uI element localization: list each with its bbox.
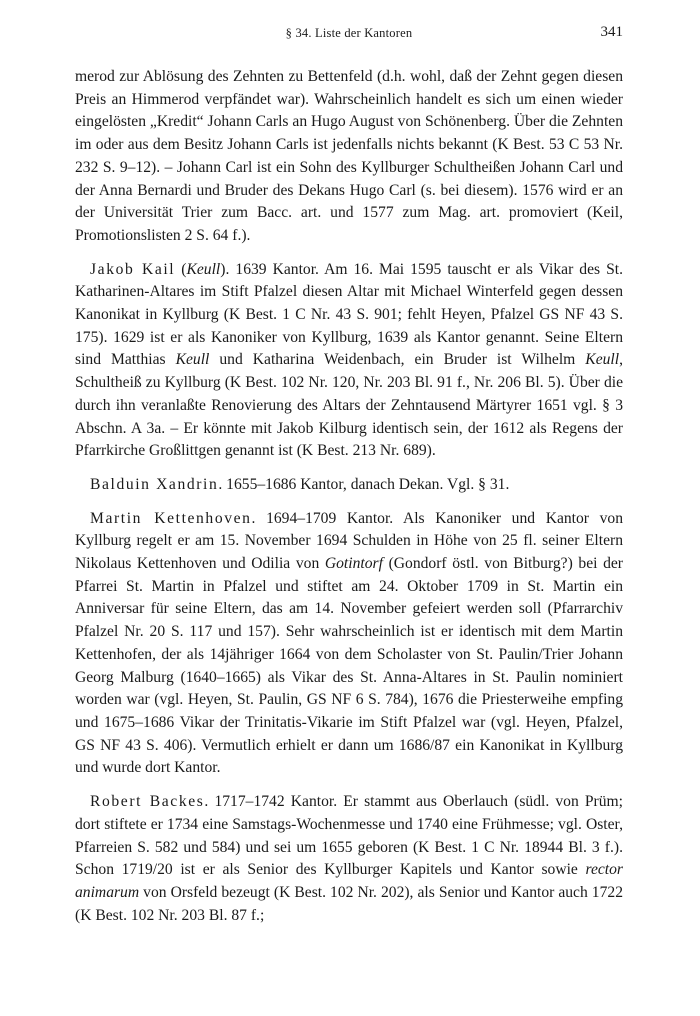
page-body: [75, 66, 623, 927]
person-name: Balduin Xandrin: [90, 475, 219, 493]
continuation-paragraph: merod zur Ablösung des Zehnten zu Bettenfeld (d.h. wohl, daß der Zehnt gegen diesen Preis an Himmerod verpfändet war). Wahrscheinlich handelt es sich um einen wieder eingelösten „Kredit“ Johann Carls an Hugo August von Schönenberg. Über die Zehnten im oder aus dem Besitz Johann Carls ist jedenfalls nichts bekannt (K Best. 53 C 53 Nr. 232 S. 9–12). – Johann Carl ist ein Sohn des Kyllburger Schultheißen Johann Carl und der Anna Bernardi und Bruder des Dekans Hugo Carl (s. bei diesem). 1576 wird er an der Universität Trier zum Bacc. art. und 1577 zum Mag. art. promoviert (Keil, Promotionslisten 2 S. 64 f.).: [75, 68, 623, 244]
person-name: Jakob Kail: [90, 260, 176, 278]
running-head: § 34. Liste der Kantoren: [285, 26, 413, 40]
person-name: Robert Backes: [90, 793, 205, 811]
page-header: [75, 26, 623, 46]
entry-paragraph: Martin Kettenhoven. 1694–1709 Kantor. Als Kanoniker und Kantor von Kyllburg regelt er am 15. November 1694 Schulden in Höhe von 25 fl. seiner Eltern Nikolaus Kettenhoven und Odilia von Gotintorf (Gondorf östl. von Bitburg?) bei der Pfarrei St. Martin in Pfalzel und stiftet am 24. Oktober 1709 in St. Martin ein Anniversar für seine Eltern, das am 14. November gefeiert werden soll (Pfarrarchiv Pfalzel Nr. 20 S. 117 und 157). Sehr wahrscheinlich ist er identisch mit dem Martin Kettenhofen, der als 14jähriger 1664 von dem Scholaster von St. Paulin/Trier Johann Georg Malburg (1640–1665) als Vikar des St. Anna-Altares in St. Paulin nominiert worden war (vgl. Heyen, St. Paulin, GS NF 6 S. 784), 1676 die Priesterweihe empfing und 1675–1686 Vikar der Trinitatis-Vikarie im Stift Pfalzel war (vgl. Heyen, Pfalzel, GS NF 43 S. 406). Vermutlich erhielt er dann um 1686/87 ein Kanonikat in Kyllburg und wurde dort Kantor.: [75, 509, 624, 777]
entry-paragraph: Robert Backes. 1717–1742 Kantor. Er stammt aus Oberlauch (südl. von Prüm; dort stiftete er 1734 eine Samstags-Wochenmesse und 1740 eine Frühmesse; vgl. Oster, Pfarreien S. 582 und 584) und sei um 1655 geboren (K Best. 1 C Nr. 18944 Bl. 3 f.). Schon 1719/20 ist er als Senior des Kyllburger Kapitels und Kantor sowie rector animarum von Orsfeld bezeugt (K Best. 102 Nr. 202), als Senior und Kantor auch 1722 (K Best. 102 Nr. 203 Bl. 87 f.;: [75, 793, 623, 924]
entry-paragraph: Jakob Kail (Keull). 1639 Kantor. Am 16. Mai 1595 tauscht er als Vikar des St. Katharinen-Altares im Stift Pfalzel diesen Altar mit Michael Winterfeld gegen dessen Kanonikat in Kyllburg (K Best. 1 C Nr. 43 S. 901; fehlt Heyen, Pfalzel GS NF 43 S. 175). 1629 ist er als Kanoniker von Kyllburg, 1639 als Kantor genannt. Seine Eltern sind Matthias Keull und Katharina Weidenbach, ein Bruder ist Wilhelm Keull, Schultheiß zu Kyllburg (K Best. 102 Nr. 120, Nr. 203 Bl. 91 f., Nr. 206 Bl. 5). Über die durch ihn veranlaßte Renovierung des Altars der Zehntausend Märtyrer 1651 vgl. § 3 Abschn. A 3a. – Er könnte mit Jakob Kilburg identisch sein, der 1612 als Regens der Pfarrkirche Großlittgen genannt ist (K Best. 213 Nr. 689).: [75, 260, 623, 460]
page-number: 341: [600, 24, 623, 40]
person-name: Martin Kettenhoven: [90, 509, 252, 527]
entry-paragraph: Balduin Xandrin. 1655–1686 Kantor, danach Dekan. Vgl. § 31.: [90, 475, 510, 493]
name-variant: Keull: [186, 260, 221, 278]
